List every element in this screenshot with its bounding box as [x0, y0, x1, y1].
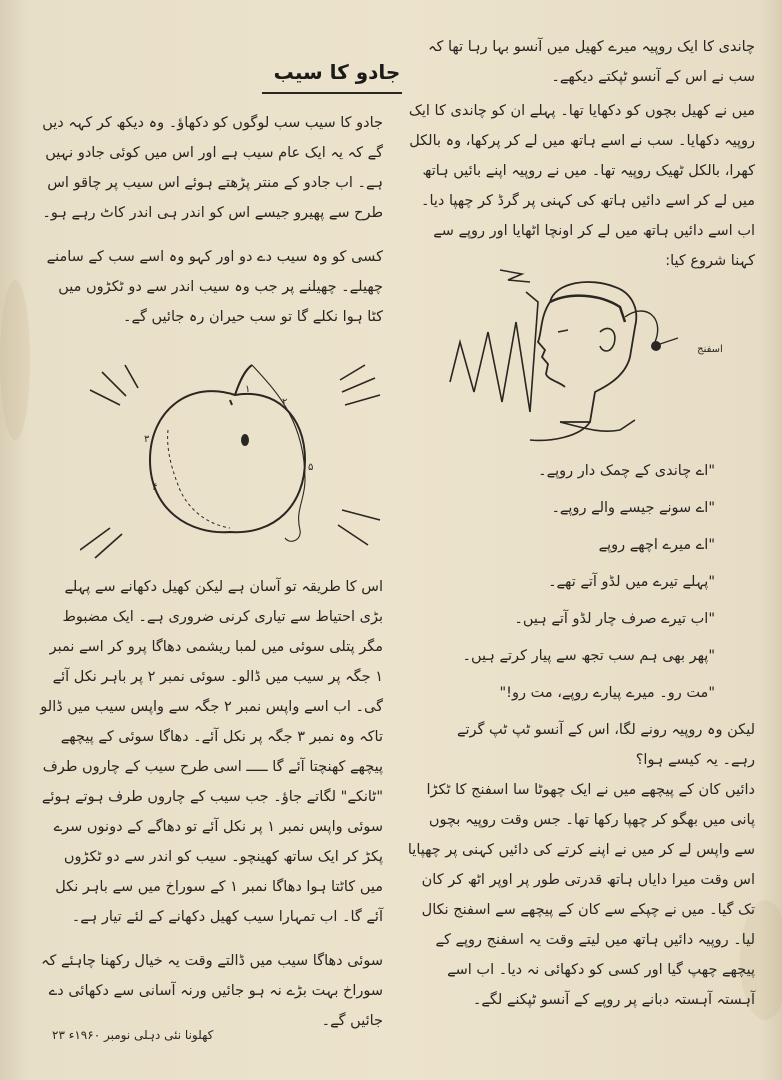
article-title: جادو کا سیب: [273, 60, 401, 84]
quote-line: "اے سونے جیسے والے روپے۔: [551, 500, 715, 516]
apple-number: ۲: [282, 397, 288, 408]
right-column-explanation: [405, 775, 755, 1029]
quote-line: "اے میرے اچھے روپے: [598, 537, 715, 553]
quote-line: "اے چاندی کے چمک دار روپے۔: [538, 463, 715, 479]
left-column-top: [38, 108, 383, 346]
apple-number: ۵: [308, 462, 314, 473]
method-paragraph: اس کا طریقہ تو آسان ہے لیکن کھیل دکھانے سے پہلے بڑی احتیاط سے تیاری کرنی ضروری ہے۔ ایک مضبوط مگر پتلی سوئی میں لمبا ریشمی دھاگا پرو کر اسے نمبر ۱ جگہ پر سیب میں ڈالو۔ سوئی نمبر ۲ پر باہر نکل آئے گی۔ اب اسے واپس نمبر ۲ جگہ سے واپس سیب میں ڈالو تاکہ وہ نمبر ۳ جگہ پر نکل آئے۔ دھاگا سوئی کے پیچھے پیچھے کھنچتا آئے گا ـــــ اسی طرح سیب کے چاروں طرف "ٹانکے" لگاتے جاؤ۔ جب سیب کے چاروں طرف ہوتے ہوئے سوئی واپس نمبر ۱ پر نکل آئے تو دھاگے کے دونوں سرے پکڑ کر ایک ساتھ کھینچو۔ سیب کو اندر سے دو ٹکڑوں میں کاٹتا ہوا دھاگا نمبر ۱ کے سوراخ میں سے باہر نکل آئے گا۔ اب تمہارا سیب کھیل دکھانے کے لئے تیار ہے۔: [40, 579, 383, 925]
right-column-intro: [400, 32, 755, 106]
right-column-text: [405, 96, 755, 290]
right-column-quotes: [420, 455, 755, 789]
apple-number: ۳: [144, 434, 150, 445]
page-footer: کھلونا نئی دہلی نومبر ۱۹۶۰ء ۲۳: [52, 1028, 214, 1042]
apple-peel-paragraph: کسی کو وہ سیب دے دو اور کہو وہ اسے سب کے سامنے چھیلے۔ چھیلنے پر جب وہ سیب اندر سے دو ٹکڑوں میں کٹا ہوا نکلے گا تو سب حیران رہ جائیں گے۔: [46, 249, 383, 325]
apple-spot: [241, 434, 249, 446]
title-underline: [262, 92, 402, 94]
coin-paragraph: میں نے کھیل بچوں کو دکھایا تھا۔ پہلے ان کو چاندی کا ایک روپیہ دکھایا۔ سب نے اسے ہاتھ میں لے کر پرکھا، وہ بالکل کھرا، بالکل ٹھیک روپیہ تھا۔ میں نے روپیہ اپنے بائیں ہاتھ میں لے کر اسے دائیں ہاتھ کی کہنی پر گرڈ کر چھپا دیا۔ اب اسے دائیں ہاتھ میں لے کر اونچا اٹھایا اور روپے سے کہنا شروع کیا:: [408, 103, 755, 269]
left-column-method: [38, 572, 383, 1050]
sponge-label: اسفنج: [697, 344, 723, 355]
quote-line: "اب تیرے صرف چار لڈو آتے ہیں۔: [514, 611, 715, 627]
quote-line: "مت رو۔ میرے پیارے روپے، مت رو!": [499, 685, 715, 701]
sponge-paragraph: دائیں کان کے پیچھے میں نے ایک چھوٹا سا اسفنج کا ٹکڑا پانی میں بھگو کر چھپا رکھا تھا۔ جس وقت روپیہ بچوں سے واپس لے کر میں نے اپنے کرتے کی دائیں کہنی پر چھپایا اس وقت میرا دایاں ہاتھ قدرتی طور پر اوپر اٹھ کر کان تک گیا۔ میں نے چپکے سے کان کے پیچھے سے اسفنج نکال لیا۔ روپیہ دائیں ہاتھ میں لیتے وقت یہ اسفنج روپے کے پیچھے چھپ گیا اور کسی کو دکھائی نہ دیا۔ اب اسے آہستہ آہستہ دبانے پر روپے کے آنسو ٹپکنے لگے۔: [407, 782, 755, 1008]
sponge-marker: [651, 341, 661, 351]
quote-line: "پھر بھی ہم سب تجھ سے پیار کرتے ہیں۔: [462, 648, 715, 664]
apple-number: ۱: [245, 384, 251, 395]
quote-line: "پہلے تیرے میں لڈو آتے تھے۔: [548, 574, 715, 590]
intro-paragraph: چاندی کا ایک روپیہ میرے کھیل میں آنسو بہا رہا تھا کہ سب نے اس کے آنسو ٹپکتے دیکھے۔: [427, 39, 755, 85]
head-illustration: [430, 262, 750, 452]
crying-paragraph: لیکن وہ روپیہ رونے لگا، اس کے آنسو ٹپ ٹپ گرتے رہے۔ یہ کیسے ہوا؟: [456, 722, 755, 768]
apple-illustration: [80, 360, 390, 560]
apple-intro-paragraph: جادو کا سیب سب لوگوں کو دکھاؤ۔ وہ دیکھ کر کہہ دیں گے کہ یہ ایک عام سیب ہے اور اس میں کوئی جادو نہیں ہے۔ اب جادو کے منتر پڑھتے ہوئے اس سیب پر چاقو اس طرح سے پھیرو جیسے اس کو اندر ہی اندر کاٹ رہے ہو۔: [42, 115, 383, 221]
apple-number: ۴: [152, 482, 158, 493]
needle-tip-paragraph: سوئی دھاگا سیب میں ڈالتے وقت یہ خیال رکھنا چاہئے کہ سوراخ بہت بڑے نہ ہو جائیں ورنہ آسانی سے دکھائی دے جائیں گے۔: [41, 953, 383, 1029]
paper-stain: [0, 280, 30, 440]
